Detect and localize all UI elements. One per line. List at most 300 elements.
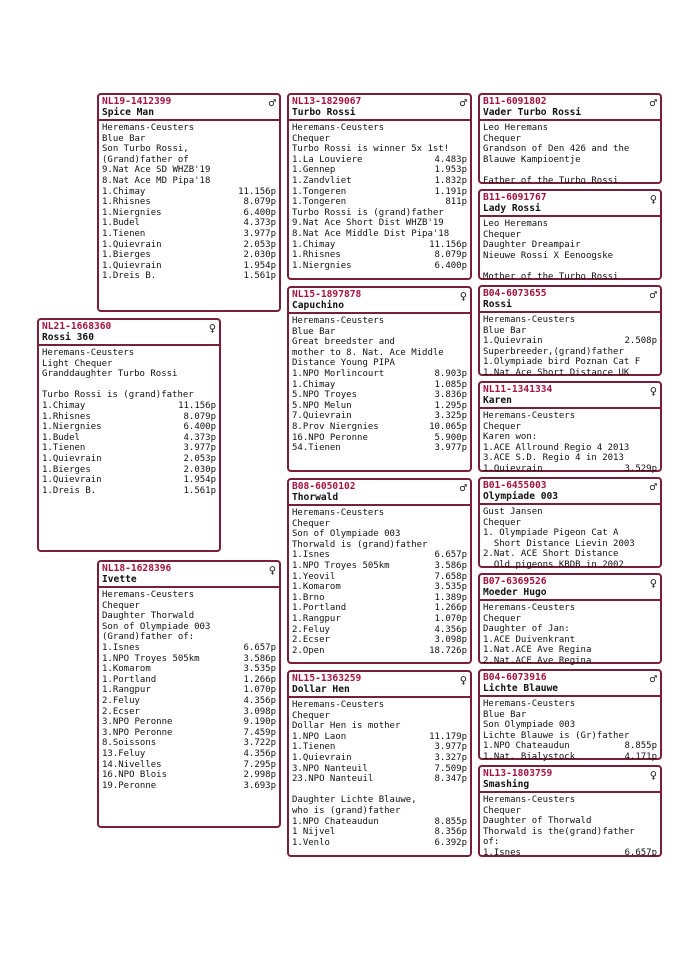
result-row: [292, 550, 467, 561]
result-row: [292, 827, 467, 838]
pigeon-name: Spice Man: [102, 107, 154, 118]
result-race: 1.Quievrain: [483, 463, 543, 474]
male-icon: ♂: [268, 96, 276, 110]
text-line: Son of Olympiade 003: [102, 621, 211, 632]
result-row: [483, 336, 657, 347]
card-header: [480, 767, 660, 793]
text-line: Old pigeons KBDB in 2002: [483, 559, 624, 570]
text-line: [42, 380, 216, 391]
result-row: [483, 848, 657, 859]
result-participants: 4.373p: [183, 432, 216, 443]
result-participants: 11.156p: [429, 239, 467, 250]
text-line: Grandson of Den 426 and the: [483, 144, 630, 155]
result-row: [292, 390, 467, 401]
text-line: Gust Jansen: [483, 507, 543, 517]
card-body: [480, 121, 660, 187]
result-row: [102, 728, 276, 739]
result-race: 8.Prov Niergnies: [292, 421, 379, 432]
result-race: 1.La Louviere: [292, 154, 363, 165]
result-participants: 3.693p: [243, 780, 276, 791]
result-race: 1.Niergnies: [102, 207, 162, 218]
card-header: [39, 320, 219, 346]
result-race: 1.Isnes: [483, 847, 521, 858]
result-row: [292, 561, 467, 572]
result-participants: 2.030p: [243, 250, 276, 261]
male-icon: ♂: [649, 288, 657, 302]
text-line: 1.Nat Ace Short Distance UK: [483, 367, 630, 378]
ring-number: NL13-1829067: [292, 96, 362, 107]
text-line: Daughter Thorwald: [102, 611, 195, 622]
result-participants: 8.347p: [434, 774, 467, 785]
result-race: 1.Niergnies: [42, 422, 102, 433]
text-line: Superbreeder,(grand)father: [483, 346, 624, 357]
result-race: 2.Ecser: [292, 635, 330, 646]
result-participants: 6.657p: [434, 550, 467, 561]
female-icon: ♀: [268, 563, 276, 577]
result-participants: 8.903p: [434, 368, 467, 379]
text-line: Nieuwe Rossi X Eenoogske: [483, 250, 614, 261]
result-participants: 6.400p: [243, 207, 276, 218]
result-row: [102, 707, 276, 718]
text-line: Heremans-Ceusters: [102, 590, 195, 600]
result-participants: 1.266p: [434, 603, 467, 614]
result-row: [102, 197, 276, 208]
result-row: [483, 752, 657, 763]
result-row: [42, 401, 216, 412]
result-participants: 3.977p: [434, 443, 467, 454]
text-line: Heremans-Ceusters: [42, 348, 135, 358]
text-line: Heremans-Ceusters: [483, 603, 576, 613]
text-line: Chequer: [292, 518, 330, 529]
result-race: 1.NPO Troyes 505km: [292, 560, 390, 571]
result-race: 1.Portland: [292, 603, 347, 614]
result-race: 1.Rhisnes: [292, 250, 341, 261]
result-participants: 811p: [445, 197, 467, 208]
result-row: [102, 760, 276, 771]
text-line: Blue Bar: [102, 133, 146, 144]
card-header: [289, 288, 470, 314]
ring-number: B04-6073916: [483, 672, 547, 683]
result-race: 1.Quievrain: [42, 453, 102, 464]
result-row: [292, 422, 467, 433]
pigeon-name: Lichte Blauwe: [483, 683, 559, 694]
result-participants: 2.508p: [624, 336, 657, 347]
result-race: 1.NPO Chateaudun: [292, 816, 379, 827]
result-race: 1.Chimay: [292, 379, 336, 390]
text-line: Lichte Blauwe is (Gr)father: [483, 730, 630, 741]
result-row: [102, 675, 276, 686]
male-icon: ♂: [459, 96, 467, 110]
text-line: Chequer: [292, 133, 330, 144]
result-row: [483, 464, 657, 475]
text-line: Turbo Rossi is (grand)father: [42, 390, 194, 401]
result-row: [292, 176, 467, 187]
pigeon-name: Vader Turbo Rossi: [483, 107, 582, 118]
card-body: [289, 506, 470, 656]
result-race: 1 Nijvel: [292, 827, 336, 838]
ring-number: B11-6091767: [483, 192, 547, 203]
result-participants: 6.392p: [434, 837, 467, 848]
result-row: [42, 433, 216, 444]
card-rossi-360: [37, 318, 221, 552]
text-line: Short Distance Lievin 2003: [483, 538, 635, 549]
result-race: 1.Nat. Bialystock: [483, 751, 576, 762]
card-header: [289, 672, 470, 698]
result-race: 1.Zandvliet: [292, 175, 352, 186]
result-row: [42, 454, 216, 465]
result-row: [292, 261, 467, 272]
result-race: 2.Ecser: [102, 706, 140, 717]
ring-number: B04-6073655: [483, 288, 547, 299]
result-race: 1.Tienen: [42, 443, 86, 454]
text-line: Turbo Rossi is winner 5x 1st!: [292, 144, 450, 155]
result-race: 1.NPO Morlincourt: [292, 368, 385, 379]
result-race: 1.Bierges: [42, 464, 91, 475]
result-race: 16.NPO Blois: [102, 770, 168, 781]
text-line: Chequer: [102, 600, 140, 611]
text-line: [483, 165, 657, 176]
text-line: 8.Nat Ace Middle Dist Pipa'18: [292, 228, 450, 239]
result-row: [292, 411, 467, 422]
result-row: [292, 572, 467, 583]
result-participants: 3.586p: [243, 653, 276, 664]
result-race: 1.Niergnies: [292, 260, 352, 271]
text-line: Mother of the Turbo Rossi: [483, 271, 619, 282]
text-line: 8.Nat Ace MD Pipa'18: [102, 175, 211, 186]
text-line: Leo Heremans: [483, 219, 549, 229]
result-row: [292, 197, 467, 208]
result-row: [292, 593, 467, 604]
text-line: 2.Nat.ACE Ave Regina: [483, 655, 592, 666]
result-race: 1.NPO Chateaudun: [483, 741, 570, 752]
result-race: 1.Komarom: [102, 664, 151, 675]
text-line: 9.Nat Ace SD WHZB'19: [102, 165, 211, 176]
result-race: 1.Rhisnes: [42, 411, 91, 422]
card-header: [289, 95, 470, 121]
result-participants: 4.356p: [434, 624, 467, 635]
ring-number: B11-6091802: [483, 96, 547, 107]
male-icon: ♂: [649, 672, 657, 686]
result-row: [292, 603, 467, 614]
card-vader-turbo-rossi: [478, 93, 662, 184]
result-participants: 7.509p: [434, 763, 467, 774]
text-line: Heremans-Ceusters: [292, 508, 385, 518]
text-line: Heremans-Ceusters: [483, 411, 576, 421]
male-icon: ♂: [649, 480, 657, 494]
result-race: 1.Quievrain: [292, 752, 352, 763]
text-line: Light Chequer: [42, 358, 113, 369]
card-dollar-hen: [287, 670, 472, 857]
card-moeder-hugo: [478, 573, 662, 664]
card-body: [480, 505, 660, 571]
card-thorwald: [287, 478, 472, 664]
card-header: [480, 479, 660, 505]
text-line: Daughter Dreampair: [483, 240, 581, 251]
result-row: [292, 433, 467, 444]
result-participants: 6.657p: [624, 847, 657, 858]
result-row: [292, 240, 467, 251]
result-race: 1.NPO Laon: [292, 731, 347, 742]
result-race: 3.NPO Peronne: [102, 727, 173, 738]
card-smashing: [478, 765, 662, 857]
result-row: [102, 271, 276, 282]
result-row: [292, 582, 467, 593]
ring-number: NL18-1628396: [102, 563, 172, 574]
card-body: [99, 588, 279, 791]
result-race: 1.Dreis B.: [42, 485, 97, 496]
male-icon: ♂: [459, 481, 467, 495]
ring-number: NL19-1412399: [102, 96, 172, 107]
result-row: [102, 250, 276, 261]
text-line: Blue Bar: [483, 709, 527, 720]
result-race: 8.Soissons: [102, 738, 157, 749]
ring-number: NL11-1341334: [483, 384, 553, 395]
result-row: [292, 635, 467, 646]
text-line: 3.ACE S.D. Regio 4 in 2013: [483, 453, 624, 464]
result-row: [292, 250, 467, 261]
text-line: Granddaughter Turbo Rossi: [42, 369, 178, 380]
card-lady-rossi: [478, 189, 662, 280]
female-icon: ♀: [649, 384, 657, 398]
result-participants: 4.483p: [434, 154, 467, 165]
card-rossi: [478, 285, 662, 376]
result-row: [42, 475, 216, 486]
text-line: Chequer: [483, 613, 521, 624]
result-race: 1.Rangpur: [292, 613, 341, 624]
result-participants: 3.836p: [434, 390, 467, 401]
text-line: 1.Nat.ACE Ave Regina: [483, 645, 592, 656]
text-line: Chequer: [483, 805, 521, 816]
result-row: [292, 614, 467, 625]
card-capuchino: [287, 286, 472, 472]
result-participants: 1.070p: [434, 613, 467, 624]
result-row: [102, 685, 276, 696]
result-row: [102, 240, 276, 251]
text-line: 1.ACE Allround Regio 4 2013: [483, 442, 630, 453]
result-row: [292, 380, 467, 391]
result-race: 19.Peronne: [102, 780, 157, 791]
result-row: [102, 208, 276, 219]
text-line: Father of the Turbo Rossi: [483, 175, 619, 186]
text-line: (Grand)father of:: [102, 632, 195, 643]
result-participants: 6.657p: [243, 642, 276, 653]
result-race: 1.Quievrain: [102, 239, 162, 250]
result-participants: 8.855p: [624, 741, 657, 752]
result-participants: 3.977p: [243, 228, 276, 239]
result-race: 1.Quievrain: [102, 260, 162, 271]
result-participants: 1.389p: [434, 592, 467, 603]
pigeon-name: Dollar Hen: [292, 684, 350, 695]
result-participants: 6.400p: [183, 422, 216, 433]
result-participants: 8.855p: [434, 816, 467, 827]
result-race: 16.NPO Peronne: [292, 432, 368, 443]
result-participants: 8.079p: [243, 197, 276, 208]
text-line: Chequer: [483, 421, 521, 432]
result-participants: 3.977p: [183, 443, 216, 454]
result-row: [102, 717, 276, 728]
result-row: [292, 753, 467, 764]
result-participants: 8.079p: [434, 250, 467, 261]
result-race: 1.Tienen: [102, 228, 146, 239]
result-race: 1.Dreis B.: [102, 271, 157, 282]
pigeon-name: Karen: [483, 395, 512, 406]
result-race: 3.NPO Peronne: [102, 717, 173, 728]
result-race: 2.Feluy: [292, 624, 330, 635]
result-race: 13.Feluy: [102, 748, 146, 759]
result-race: 1.Chimay: [292, 239, 336, 250]
result-participants: 3.327p: [434, 752, 467, 763]
result-row: [292, 764, 467, 775]
card-header: [480, 191, 660, 217]
result-participants: 3.535p: [243, 664, 276, 675]
text-line: 1.Olympiade bird Poznan Cat F: [483, 357, 641, 368]
result-race: 1.NPO Troyes 505km: [102, 653, 200, 664]
card-body: [480, 313, 660, 379]
result-participants: 1.953p: [434, 165, 467, 176]
result-race: 1.Budel: [42, 432, 80, 443]
result-race: 2.Feluy: [102, 695, 140, 706]
result-participants: 9.190p: [243, 717, 276, 728]
result-race: 1.Quievrain: [42, 475, 102, 486]
card-header: [99, 95, 279, 121]
result-row: [292, 165, 467, 176]
text-line: Blue Bar: [483, 325, 527, 336]
result-race: 1.Tienen: [292, 742, 336, 753]
result-row: [102, 218, 276, 229]
pigeon-name: Smashing: [483, 779, 530, 790]
card-header: [480, 287, 660, 313]
result-row: [42, 443, 216, 454]
card-header: [289, 480, 470, 506]
text-line: Dollar Hen is mother: [292, 721, 401, 732]
card-body: [99, 121, 279, 282]
result-row: [292, 369, 467, 380]
result-participants: 5.900p: [434, 432, 467, 443]
card-header: [99, 562, 279, 588]
result-row: [102, 187, 276, 198]
card-spice-man: [97, 93, 281, 312]
card-body: [480, 697, 660, 763]
result-race: 1.Budel: [102, 218, 140, 229]
result-race: 1.Gennep: [292, 165, 336, 176]
result-race: 54.Tienen: [292, 443, 341, 454]
card-body: [289, 121, 470, 271]
result-participants: 3.722p: [243, 738, 276, 749]
pigeon-name: Ivette: [102, 574, 137, 585]
result-row: [42, 465, 216, 476]
card-body: [289, 314, 470, 454]
result-participants: 1.085p: [434, 379, 467, 390]
result-participants: 11.179p: [429, 731, 467, 742]
result-participants: 3.529p: [624, 463, 657, 474]
text-line: Chequer: [483, 133, 521, 144]
card-header: [480, 671, 660, 697]
ring-number: NL13-1803759: [483, 768, 553, 779]
text-line: Heremans-Ceusters: [292, 316, 385, 326]
result-participants: 1.561p: [243, 271, 276, 282]
result-participants: 18.726p: [429, 645, 467, 656]
result-participants: 8.079p: [183, 411, 216, 422]
result-row: [102, 261, 276, 272]
ring-number: NL15-1897878: [292, 289, 362, 300]
card-body: [289, 698, 470, 848]
text-line: [292, 785, 467, 796]
text-line: Chequer: [483, 517, 521, 528]
text-line: Thorwald is the(grand)father: [483, 826, 635, 837]
card-ivette: [97, 560, 281, 828]
result-participants: 2.998p: [243, 770, 276, 781]
pigeon-name: Rossi: [483, 299, 512, 310]
text-line: Son Olympiade 003: [483, 720, 576, 731]
text-line: Great breedster and: [292, 337, 395, 348]
result-participants: 2.053p: [183, 453, 216, 464]
result-participants: 1.191p: [434, 186, 467, 197]
result-race: 7.Quievrain: [292, 411, 352, 422]
card-lichte-blauwe: [478, 669, 662, 760]
text-line: Son of Olympiade 003: [292, 529, 401, 540]
ring-number: B07-6369526: [483, 576, 547, 587]
result-race: 3.NPO Nanteuil: [292, 763, 368, 774]
ring-number: NL15-1363259: [292, 673, 362, 684]
result-race: 1.Rangpur: [102, 685, 151, 696]
result-participants: 2.030p: [183, 464, 216, 475]
text-line: who is (grand)father: [292, 805, 401, 816]
result-participants: 1.295p: [434, 400, 467, 411]
result-race: 1.Rhisnes: [102, 197, 151, 208]
result-race: 1.Chimay: [102, 186, 146, 197]
result-race: 1.Brno: [292, 592, 325, 603]
ring-number: B01-6455003: [483, 480, 547, 491]
female-icon: ♀: [208, 321, 216, 335]
result-row: [292, 732, 467, 743]
card-body: [39, 346, 219, 496]
result-race: 1.Yeovil: [292, 571, 336, 582]
pigeon-name: Moeder Hugo: [483, 587, 547, 598]
card-olympiade-003: [478, 477, 662, 568]
result-participants: 2.053p: [243, 239, 276, 250]
text-line: 9.Nat Ace Short Dist WHZB'19: [292, 218, 444, 229]
result-row: [102, 664, 276, 675]
text-line: Heremans-Ceusters: [292, 700, 385, 710]
result-row: [42, 486, 216, 497]
result-participants: 4.373p: [243, 218, 276, 229]
pigeon-name: Lady Rossi: [483, 203, 541, 214]
text-line: Daughter of Jan:: [483, 624, 570, 635]
result-row: [292, 742, 467, 753]
result-participants: 3.098p: [243, 706, 276, 717]
female-icon: ♀: [649, 576, 657, 590]
result-row: [42, 412, 216, 423]
result-row: [102, 770, 276, 781]
text-line: Blue Bar: [292, 326, 336, 337]
result-race: 1.Isnes: [292, 550, 330, 561]
result-race: 1.Tongeren: [292, 186, 347, 197]
result-participants: 7.459p: [243, 727, 276, 738]
result-row: [292, 838, 467, 849]
result-participants: 4.356p: [243, 695, 276, 706]
result-row: [102, 738, 276, 749]
result-row: [292, 817, 467, 828]
text-line: 1. Olympiade Pigeon Cat A: [483, 528, 619, 539]
text-line: Turbo Rossi is (grand)father: [292, 207, 444, 218]
text-line: of:: [483, 837, 500, 848]
result-participants: 7.295p: [243, 759, 276, 770]
text-line: Distance Young PIPA: [292, 358, 395, 369]
result-row: [102, 643, 276, 654]
card-body: [480, 409, 660, 475]
result-participants: 6.400p: [434, 260, 467, 271]
result-participants: 1.954p: [183, 475, 216, 486]
